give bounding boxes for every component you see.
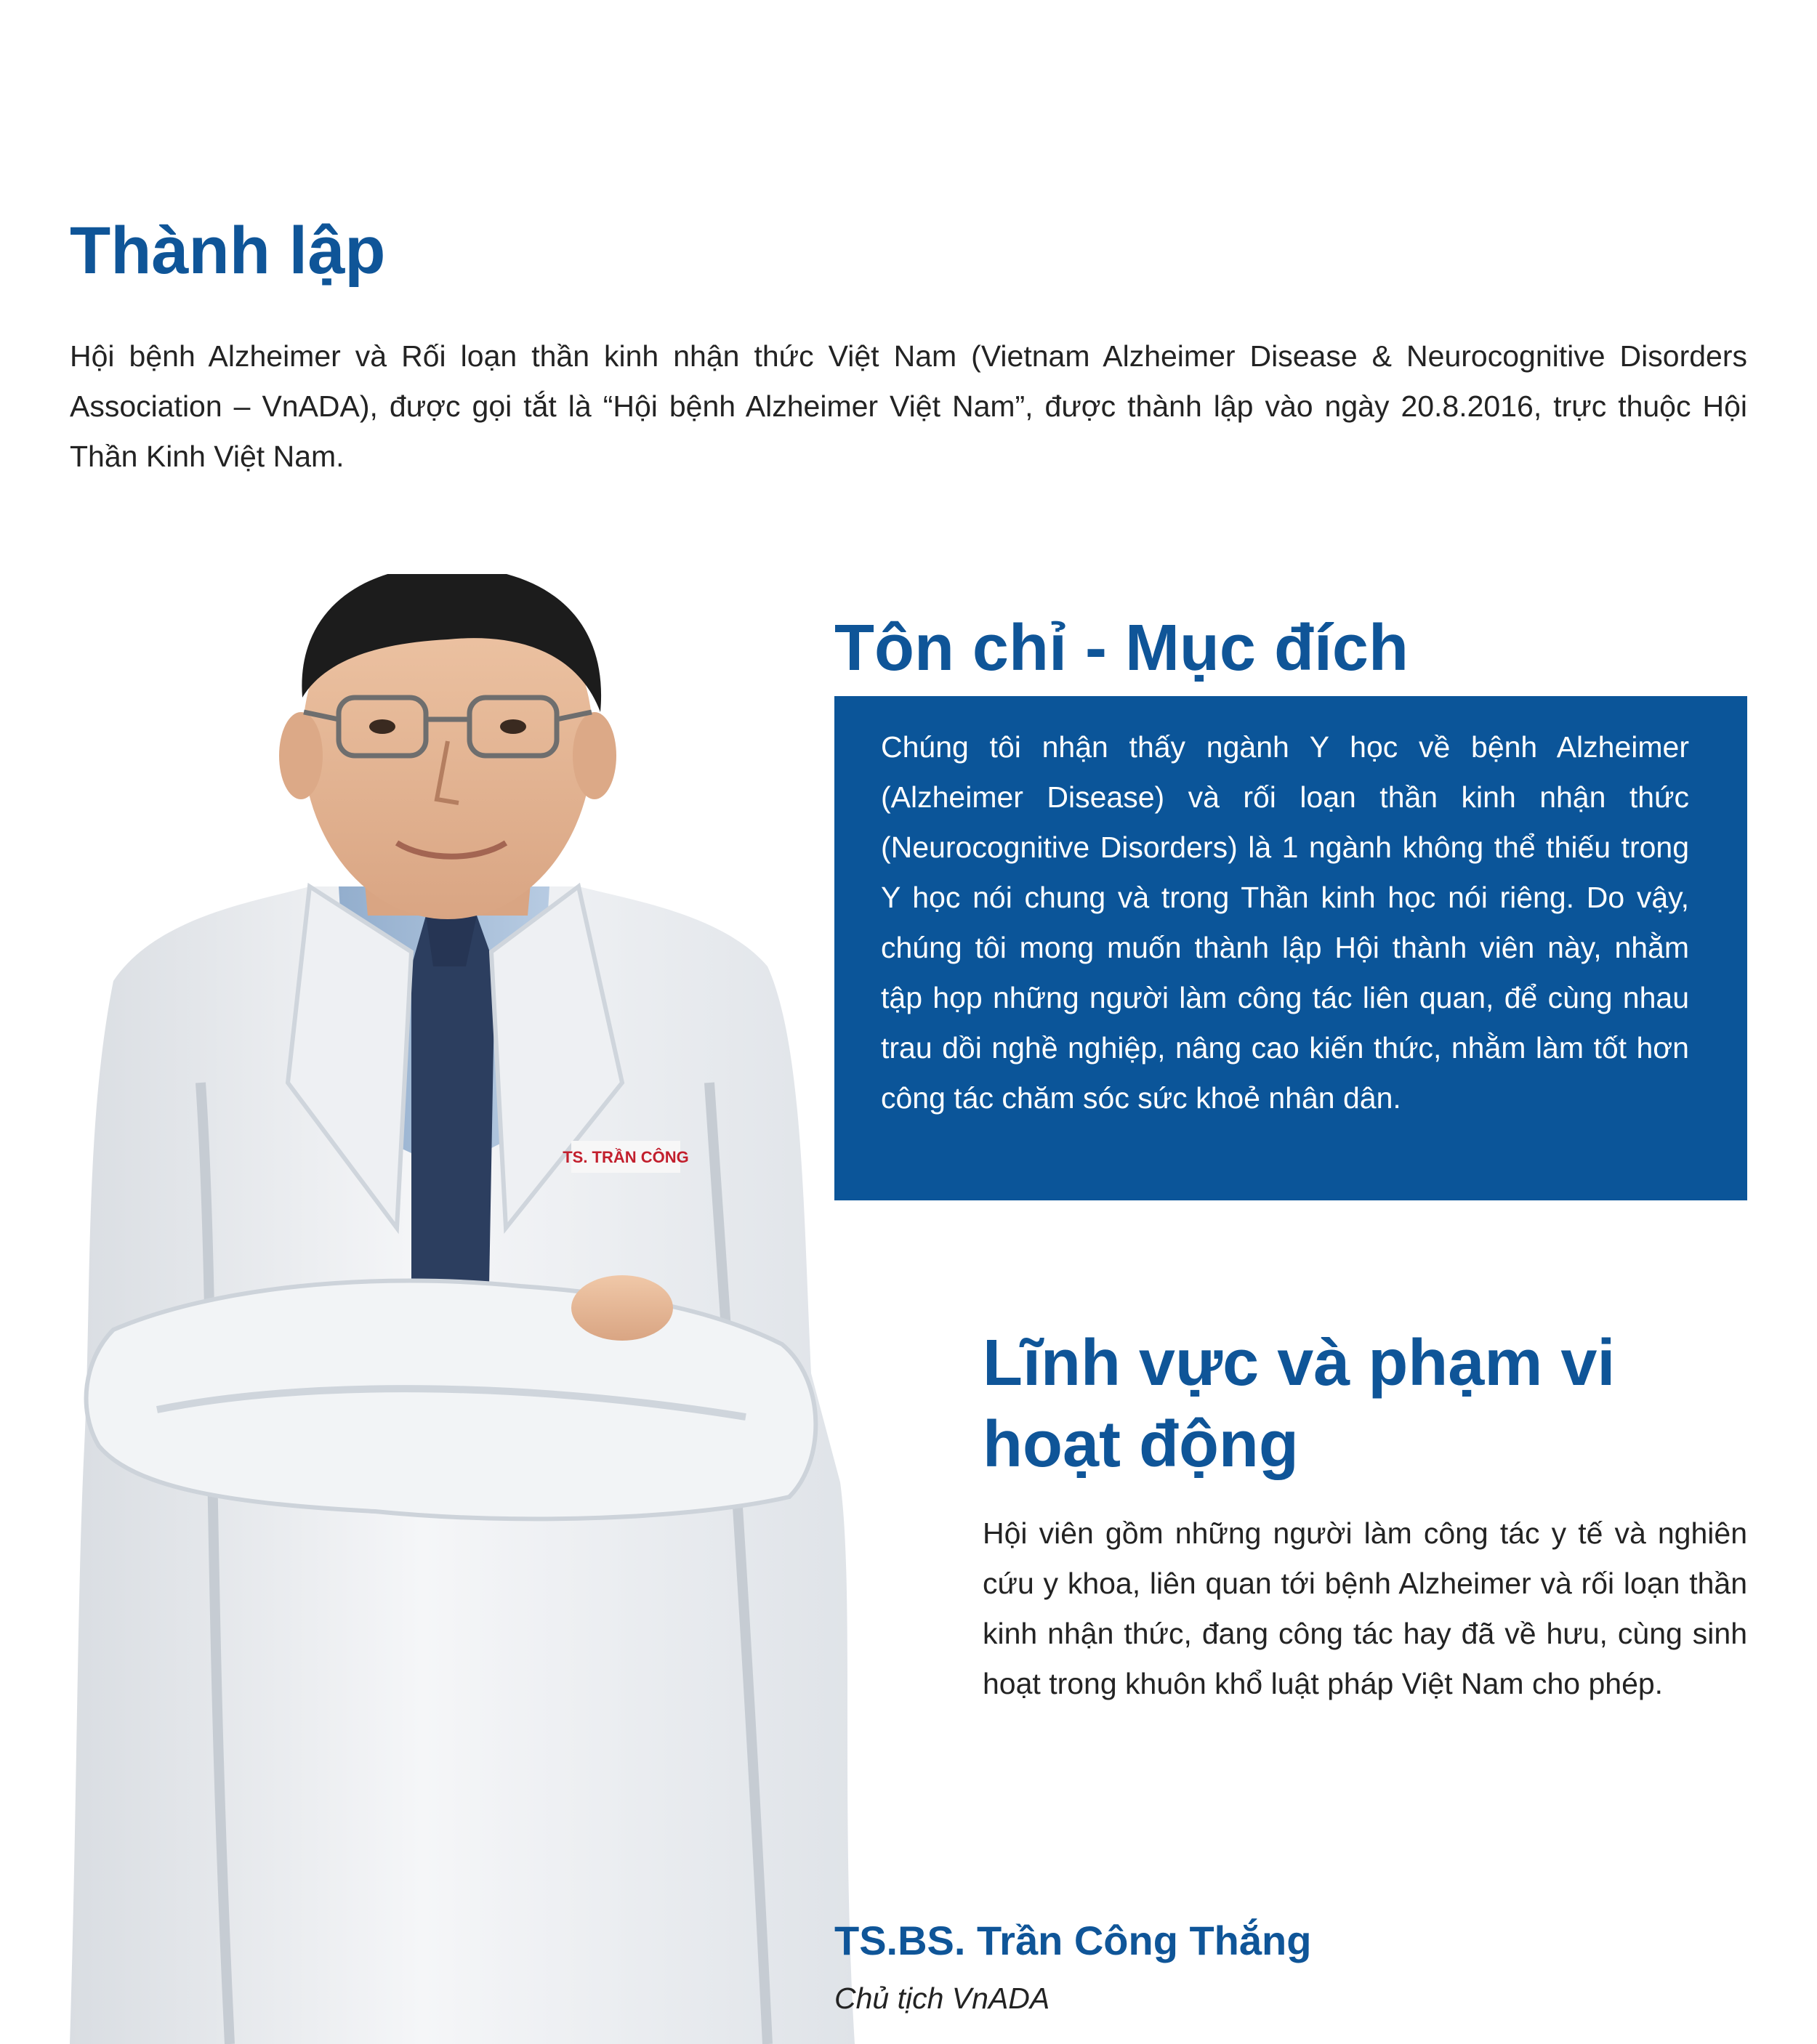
scope-title: Lĩnh vực và phạm vi hoạt động xyxy=(983,1327,1616,1481)
purpose-text: Chúng tôi nhận thấy ngành Y học về bệnh Alzheimer (Alzheimer Disease) và rối loạn thần kinh nhận thức (Neurocognitive Disorders) là 1 ngành không thể thiếu trong Y học nói chung và trong Thần kinh học nói riêng. Do vậy, chúng tôi mong muốn thành lập Hội thành viên này, nhằm tập họp những người làm công tác liên quan, để cùng nhau trau dồi nghề nghiệp, nâng cao kiến thức, nhằm làm tốt hơn công tác chăm sóc sức khoẻ nhân dân. xyxy=(881,730,1689,1115)
doctor-portrait xyxy=(70,574,942,2044)
signature-role: Chủ tịch VnADA xyxy=(834,1982,1050,2015)
scope-text: Hội viên gồm những người làm công tác y tế và nghiên cứu y khoa, liên quan tới bệnh Alzheimer và rối loạn thần kinh nhận thức, đang công tác hay đã về hưu, cùng sinh hoạt trong khuôn khổ luật pháp Việt Nam cho phép. xyxy=(983,1516,1747,1700)
purpose-box xyxy=(834,696,1747,1200)
hand xyxy=(571,1275,673,1341)
signature-name: TS.BS. Trần Công Thắng xyxy=(834,1918,1312,1963)
purpose-title: Tôn chỉ - Mục đích xyxy=(834,612,1409,684)
founding-text: Hội bệnh Alzheimer và Rối loạn thần kinh nhận thức Việt Nam (Vietnam Alzheimer Disease & Neurocognitive Disorders Association – VnADA), được gọi tắt là “Hội bệnh Alzheimer Việt Nam”, được thành lập vào ngày 20.8.2016, trực thuộc Hội Thần Kinh Việt Nam. xyxy=(70,339,1747,473)
coat-badge-text: TS. TRẦN CÔNG xyxy=(563,1148,689,1166)
doctor-portrait-illustration xyxy=(70,574,942,2044)
founding-title: Thành lập xyxy=(70,214,386,288)
